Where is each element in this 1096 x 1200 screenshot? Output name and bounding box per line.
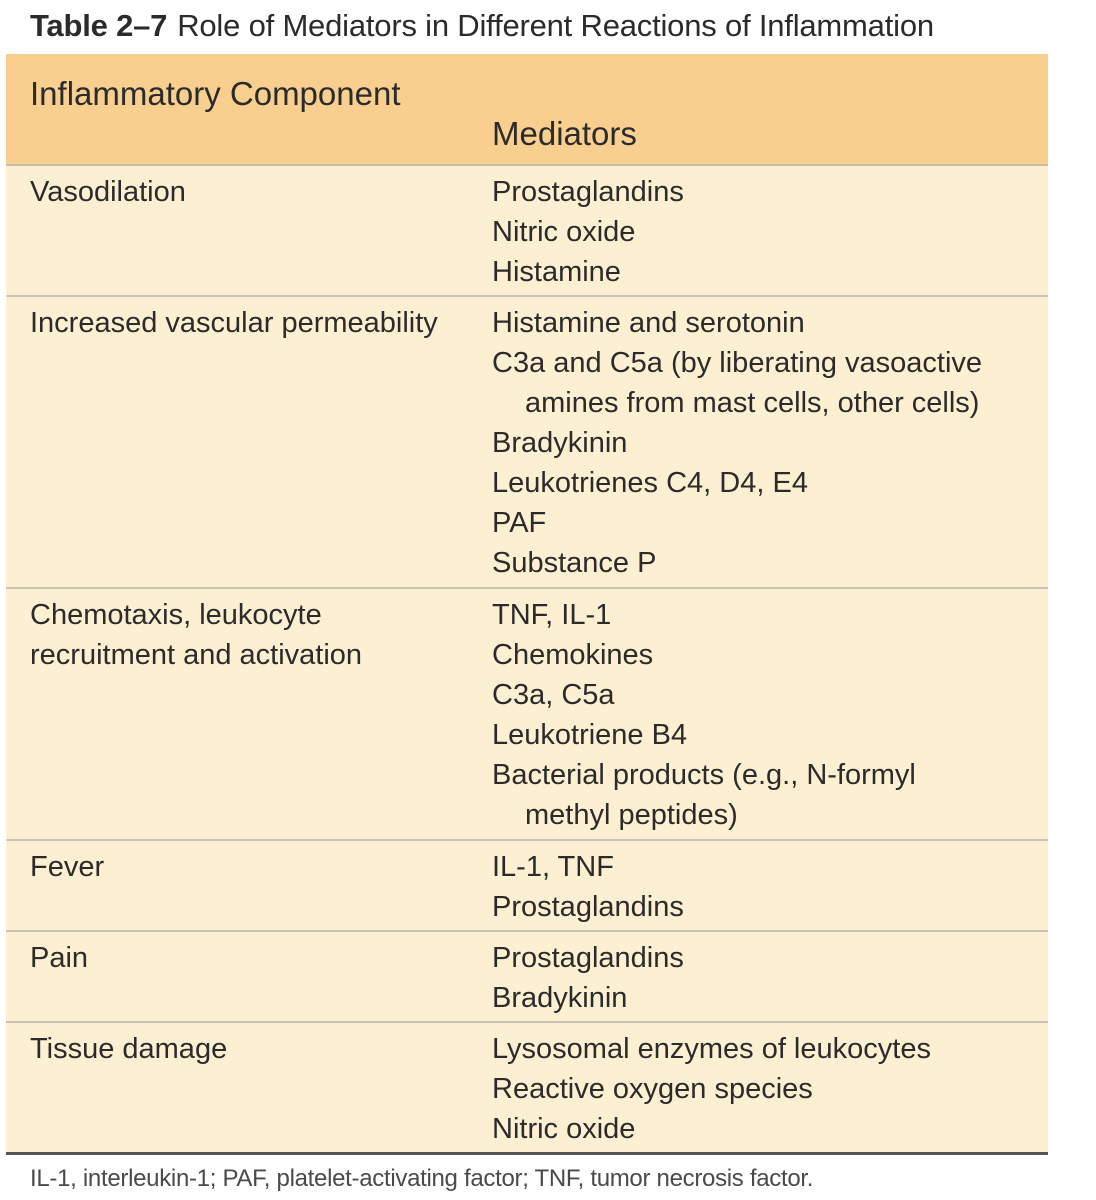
table-number: Table 2–7 [30,8,168,43]
mediator-item: Nitric oxide [492,216,636,248]
mediator-item: Chemokines [492,639,654,671]
mediator-item: Histamine [492,256,621,288]
mediators-table [6,54,1048,1154]
table-row [6,297,1048,589]
mediator-item: Reactive oxygen species [492,1073,813,1105]
row-mediators [492,938,1042,1018]
row-mediators [492,172,1042,292]
table-bottom-rule [6,1152,1048,1155]
row-component: Fever [30,851,105,883]
mediator-item: Substance P [492,547,657,579]
mediator-item: C3a, C5a [492,679,615,711]
row-mediators [492,1029,1042,1149]
mediator-item-continued: methyl peptides) [525,799,738,831]
row-mediators [492,303,1042,583]
row-mediators [492,595,1042,835]
mediator-item: Histamine and serotonin [492,307,805,339]
mediator-item: Leukotrienes C4, D4, E4 [492,467,808,499]
table-title: Role of Mediators in Different Reactions of Inflammation [177,8,934,43]
table-row [6,1023,1048,1154]
row-component: Vasodilation [30,176,186,208]
mediator-item-continued: amines from mast cells, other cells) [525,387,980,419]
mediator-item: Bradykinin [492,982,628,1014]
mediator-item: Prostaglandins [492,891,684,923]
table-footnote: IL-1, interleukin-1; PAF, platelet-activating factor; TNF, tumor necrosis factor. [30,1165,814,1192]
row-component: Pain [30,942,89,974]
mediator-item: PAF [492,507,547,539]
row-component: Increased vascular permeability [30,307,438,339]
table-row [6,932,1048,1023]
mediator-item: C3a and C5a (by liberating vasoactive [492,347,983,379]
mediator-item: IL-1, TNF [492,851,614,883]
table-header [6,54,1048,166]
mediator-item: Nitric oxide [492,1113,636,1145]
row-component: Tissue damage [30,1033,228,1065]
table-caption [30,6,934,46]
row-component: Chemotaxis, leukocyte recruitment and activation [30,599,363,671]
mediator-item: TNF, IL-1 [492,599,612,631]
mediator-item: Bacterial products (e.g., N-formyl [492,759,916,791]
mediator-item: Lysosomal enzymes of leukocytes [492,1033,931,1065]
table-row [6,841,1048,932]
mediator-item: Leukotriene B4 [492,719,688,751]
header-mediators: Mediators [492,115,637,152]
table-row [6,589,1048,841]
header-component: Inflammatory Component [30,75,401,112]
mediator-item: Prostaglandins [492,176,684,208]
mediator-item: Bradykinin [492,427,628,459]
mediator-item: Prostaglandins [492,942,684,974]
table-row [6,166,1048,297]
row-mediators [492,847,1042,927]
